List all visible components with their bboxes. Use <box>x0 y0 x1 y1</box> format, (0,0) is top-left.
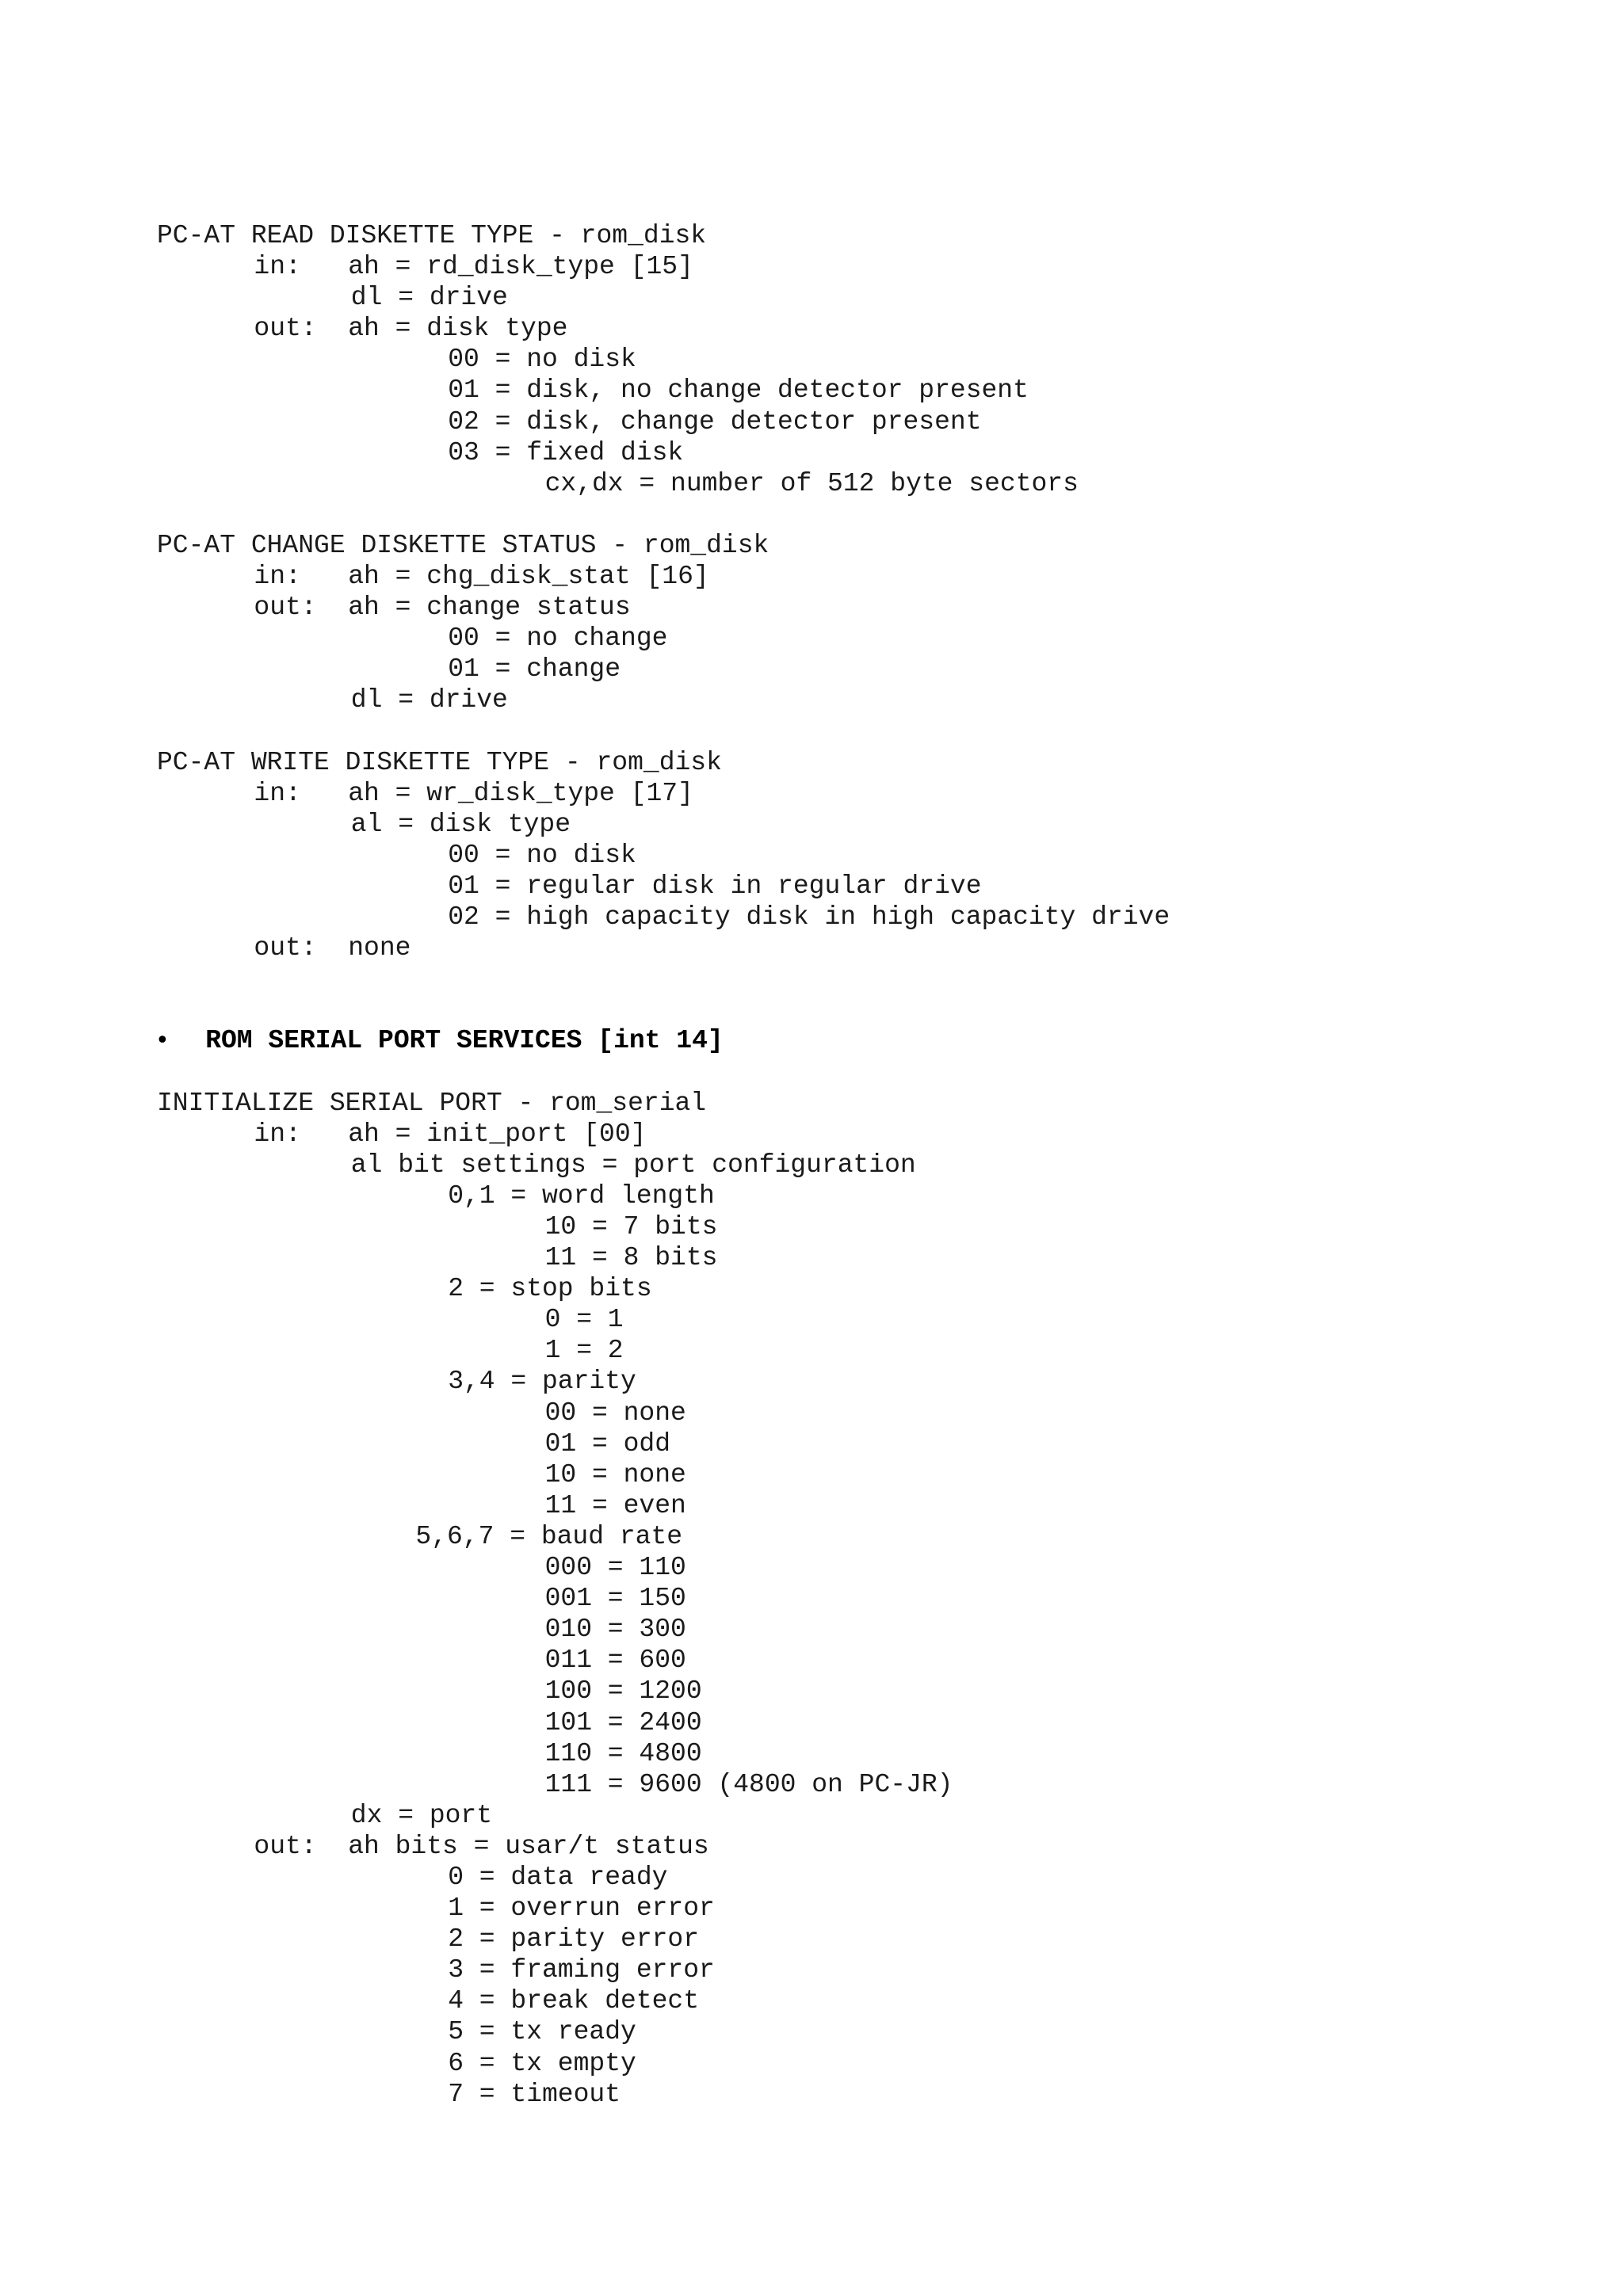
line-text: out: ah = change status <box>254 593 631 623</box>
line-text: 010 = 300 <box>544 1615 686 1645</box>
line-text: out: ah bits = usar/t status <box>254 1831 709 1861</box>
text-line <box>0 994 1623 1025</box>
line-text: PC-AT READ DISKETTE TYPE - rom_disk <box>157 221 707 250</box>
line-text: 00 = no disk <box>448 840 636 870</box>
line-text: 3,4 = parity <box>448 1367 636 1397</box>
text-line <box>0 1800 1623 1831</box>
text-line <box>0 1831 1623 1862</box>
line-text: 100 = 1200 <box>544 1676 702 1707</box>
text-line <box>0 1738 1623 1769</box>
text-line <box>0 1180 1623 1211</box>
text-line <box>0 871 1623 902</box>
line-text: 110 = 4800 <box>544 1738 702 1768</box>
text-line <box>0 406 1623 437</box>
line-text: 2 = stop bits <box>448 1274 652 1304</box>
text-line <box>0 654 1623 685</box>
text-line <box>0 1150 1623 1180</box>
line-text: 01 = disk, no change detector present <box>448 376 1029 406</box>
line-text: 02 = disk, change detector present <box>448 406 982 437</box>
text-line <box>0 1985 1623 2016</box>
line-text: 03 = fixed disk <box>448 437 684 467</box>
line-text: 10 = none <box>544 1459 686 1489</box>
text-line <box>0 778 1623 809</box>
text-line <box>0 1459 1623 1490</box>
text-line <box>0 2079 1623 2110</box>
line-text: 00 = no change <box>448 624 668 654</box>
text-line <box>0 840 1623 871</box>
line-text: 5,6,7 = baud rate <box>415 1521 683 1551</box>
line-text: in: ah = wr_disk_type [17] <box>254 778 693 808</box>
text-line <box>0 1552 1623 1583</box>
line-text: 10 = 7 bits <box>544 1212 718 1241</box>
text-line <box>0 1924 1623 1955</box>
section-heading <box>0 1025 1623 1056</box>
text-line <box>0 623 1623 654</box>
bullet-icon: • <box>155 1027 170 1055</box>
line-text: 1 = 2 <box>544 1336 624 1366</box>
text-line <box>0 1893 1623 1924</box>
line-text: 5 = tx ready <box>448 2017 636 2047</box>
line-text: 3 = framing error <box>448 1955 715 1985</box>
line-text: 4 = break detect <box>448 1986 700 2016</box>
text-line <box>0 1304 1623 1335</box>
text-line <box>0 685 1623 715</box>
line-text: 02 = high capacity disk in high capacity drive <box>448 902 1170 933</box>
text-line <box>0 1769 1623 1800</box>
text-line <box>0 251 1623 282</box>
line-text: 2 = parity error <box>448 1924 700 1955</box>
text-line <box>0 1676 1623 1707</box>
text-line <box>0 1955 1623 1985</box>
line-text: 00 = no disk <box>448 345 636 375</box>
line-text: al = disk type <box>350 809 571 839</box>
line-text: 101 = 2400 <box>544 1707 702 1737</box>
text-line <box>0 1428 1623 1459</box>
text-line <box>0 1057 1623 1088</box>
line-text: al bit settings = port configuration <box>350 1150 916 1180</box>
line-text: PC-AT WRITE DISKETTE TYPE - rom_disk <box>157 747 722 777</box>
text-line <box>0 499 1623 530</box>
text-line <box>0 1490 1623 1521</box>
line-text: 01 = regular disk in regular drive <box>448 871 982 901</box>
text-line <box>0 468 1623 499</box>
text-line <box>0 1614 1623 1645</box>
text-line <box>0 313 1623 344</box>
line-text: 1 = overrun error <box>448 1894 715 1924</box>
line-text: 011 = 600 <box>544 1646 686 1676</box>
line-text: out: ah = disk type <box>254 314 568 344</box>
text-line <box>0 1645 1623 1676</box>
line-text: ROM SERIAL PORT SERVICES [int 14] <box>205 1026 724 1056</box>
text-line <box>0 902 1623 933</box>
line-text: 6 = tx empty <box>448 2048 636 2078</box>
line-text: 001 = 150 <box>544 1584 686 1614</box>
text-line <box>0 561 1623 592</box>
text-line <box>0 344 1623 375</box>
text-line <box>0 1088 1623 1119</box>
line-text: dl = drive <box>350 685 508 715</box>
line-text: 111 = 9600 (4800 on PC-JR) <box>544 1769 953 1799</box>
text-line <box>0 1366 1623 1397</box>
line-text: INITIALIZE SERIAL PORT - rom_serial <box>157 1088 707 1118</box>
text-line <box>0 1119 1623 1150</box>
line-text: 01 = odd <box>544 1428 671 1459</box>
document-page <box>0 220 1623 2110</box>
line-text: 0,1 = word length <box>448 1180 715 1211</box>
text-line <box>0 1211 1623 1242</box>
text-line <box>0 716 1623 747</box>
text-line <box>0 933 1623 963</box>
line-text: 7 = timeout <box>448 2079 621 2109</box>
text-line <box>0 1521 1623 1552</box>
line-text: in: ah = chg_disk_stat [16] <box>254 562 709 592</box>
line-text: 11 = 8 bits <box>544 1243 718 1273</box>
line-text: in: ah = init_port [00] <box>254 1119 647 1149</box>
line-text: in: ah = rd_disk_type [15] <box>254 252 693 282</box>
text-line <box>0 592 1623 623</box>
text-line <box>0 375 1623 406</box>
text-line <box>0 1273 1623 1304</box>
text-line <box>0 1862 1623 1893</box>
line-text: 11 = even <box>544 1490 686 1520</box>
line-text: dl = drive <box>350 283 508 313</box>
text-line <box>0 2048 1623 2079</box>
line-text: 01 = change <box>448 654 621 685</box>
line-text: 0 = data ready <box>448 1862 668 1892</box>
text-line <box>0 747 1623 778</box>
text-line <box>0 1583 1623 1614</box>
line-text: cx,dx = number of 512 byte sectors <box>544 468 1079 498</box>
text-line <box>0 2016 1623 2047</box>
text-line <box>0 220 1623 251</box>
text-line <box>0 1335 1623 1366</box>
line-text: 000 = 110 <box>544 1553 686 1583</box>
line-text: dx = port <box>350 1800 493 1830</box>
line-text: out: none <box>254 933 411 963</box>
text-line <box>0 1242 1623 1273</box>
text-line <box>0 1707 1623 1738</box>
text-line <box>0 282 1623 313</box>
text-line <box>0 437 1623 468</box>
text-line <box>0 963 1623 994</box>
line-text: PC-AT CHANGE DISKETTE STATUS - rom_disk <box>157 530 769 560</box>
line-text: 0 = 1 <box>544 1305 624 1335</box>
line-text: 00 = none <box>544 1398 686 1428</box>
text-line <box>0 1398 1623 1428</box>
text-line <box>0 809 1623 840</box>
text-line <box>0 530 1623 561</box>
